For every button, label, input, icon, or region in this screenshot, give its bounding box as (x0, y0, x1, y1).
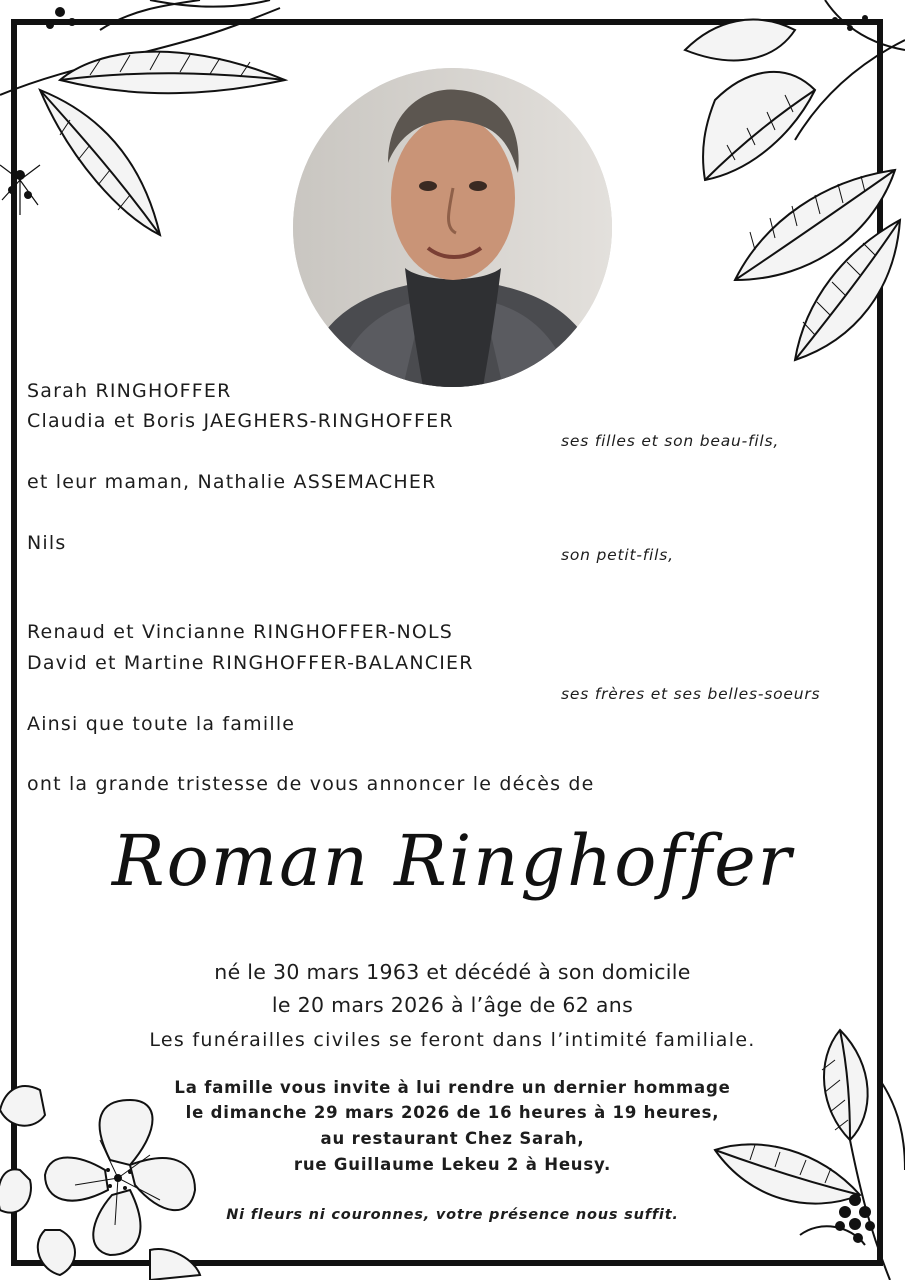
dates-line-2: le 20 mars 2026 à l’âge de 62 ans (271, 993, 634, 1017)
role-daughters: ses filles et son beau-fils, (561, 432, 780, 450)
top-left-botanical-icon (0, 0, 300, 250)
funeral-text: Les funérailles civiles se feront dans l’intimité familiale. (149, 1029, 756, 1051)
family-line-sarah: Sarah RINGHOFFER (27, 380, 232, 402)
family-line-renaud-vincianne: Renaud et Vincianne RINGHOFFER-NOLS (27, 621, 454, 643)
bottom-right-botanical-icon (700, 1020, 905, 1280)
closing-note: Ni fleurs ni couronnes, votre présence nous suffit. (226, 1207, 679, 1223)
invitation-line-2: le dimanche 29 mars 2026 de 16 heures à 19 heures, (185, 1103, 720, 1122)
top-right-botanical-icon (675, 0, 905, 370)
invitation-line-1: La famille vous invite à lui rendre un dernier hommage (174, 1078, 731, 1097)
family-line-mother: et leur maman, Nathalie ASSEMACHER (27, 471, 437, 493)
portrait-illustration (293, 68, 612, 387)
dates-line-1: né le 30 mars 1963 et décédé à son domicile (214, 960, 691, 984)
invitation-line-3: au restaurant Chez Sarah, (320, 1129, 585, 1148)
family-line-claudia-boris: Claudia et Boris JAEGHERS-RINGHOFFER (27, 410, 454, 432)
announcement-text: ont la grande tristesse de vous annoncer le décès de (27, 773, 595, 795)
role-siblings: ses frères et ses belles-soeurs (561, 685, 821, 703)
family-line-whole-family: Ainsi que toute la famille (27, 713, 296, 735)
invitation-line-4: rue Guillaume Lekeu 2 à Heusy. (293, 1155, 612, 1174)
family-line-nils: Nils (27, 532, 67, 554)
family-line-david-martine: David et Martine RINGHOFFER-BALANCIER (27, 652, 474, 674)
portrait-photo (293, 68, 612, 387)
role-grandson: son petit-fils, (561, 546, 674, 564)
deceased-name: Roman Ringhoffer (111, 820, 794, 902)
